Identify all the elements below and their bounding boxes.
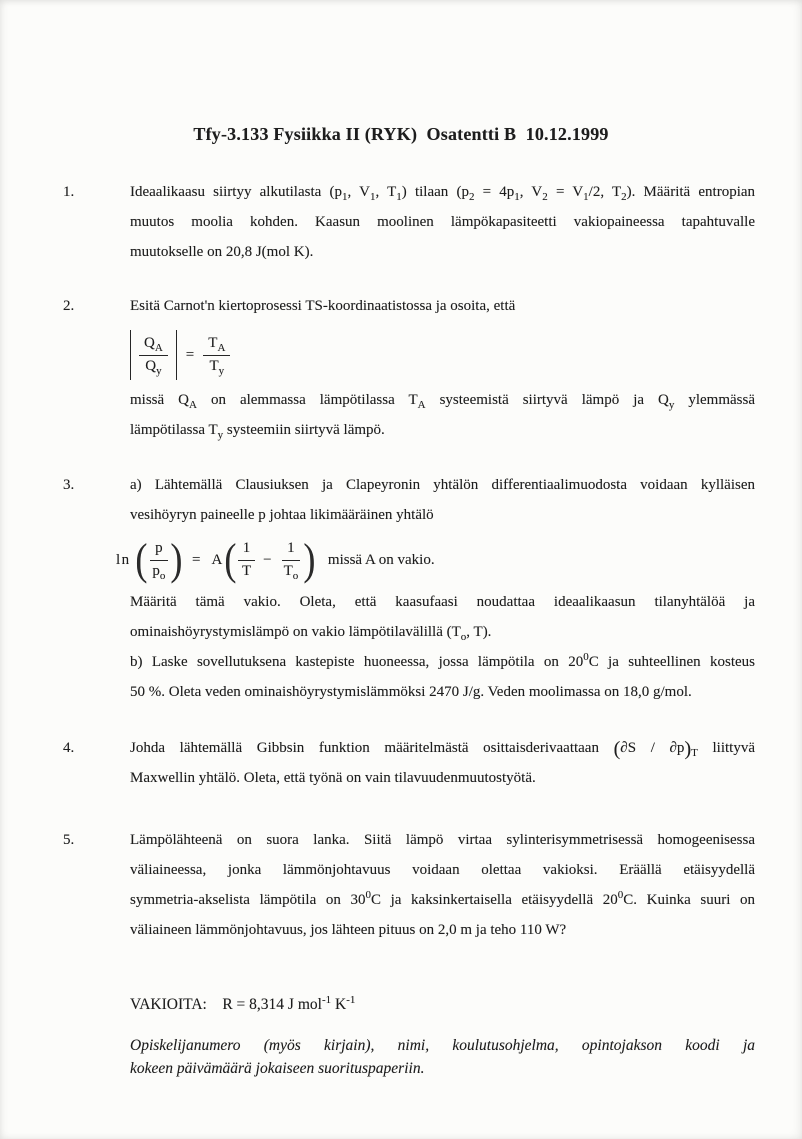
text-run: Q [145,357,157,374]
text-run: Määritä tämä vakio. Oleta, että kaasufaasi noudattaa ideaalikaasun tilanyhtälöä ja [130,594,755,610]
question-5-body [130,825,755,945]
text-run: kokeen päivämäärä jokaiseen suorituspaperiin. [130,1060,425,1077]
subscript: y [156,364,162,377]
text-line [130,291,755,321]
text-run: on alemmassa lämpötilassa T [196,392,418,408]
text-run: T [208,335,218,351]
text-line [130,647,755,677]
exam-title: Tfy-3.133 Fysiikka II (RYK) Osatentti B 10.12.1999 [193,124,609,144]
text-run: C ja suhteellinen kosteus [588,654,756,670]
question-2-intro [130,291,755,321]
text-run: Ideaalikaasu siirtyy alkutilasta (p [130,184,342,200]
question-4-body [130,733,755,793]
subscript: y [218,364,225,377]
superscript: 0 [583,651,589,663]
fraction-denominator [204,356,229,377]
text-line [130,470,755,500]
question-1-number: 1. [63,184,75,200]
subscript: 2 [621,191,627,203]
text-run: T [283,562,293,579]
fraction-denominator [237,561,256,582]
text-run: systeemistä siirtyvä lämpö ja Q [425,392,669,408]
inverse-T-fraction [237,539,256,581]
text-run: symmetria-akselista lämpötila on 30 [130,892,366,908]
text-line [130,677,755,707]
text-run: systeemiin siirtyvä lämpö. [223,422,385,438]
absolute-value-bars [130,330,177,380]
fraction-numerator [282,539,300,561]
subscript: 1 [583,191,589,203]
text-run: 1 [242,540,251,556]
subscript: o [159,569,166,582]
question-2-body [130,291,755,445]
text-run: väliaineen lämmönjohtavuus, jos lähteen pituus on 2,0 m ja teho 110 W? [130,922,567,938]
text-line [130,237,755,267]
text-line [130,990,770,1020]
text-run: Johda lähtemällä Gibbsin funktion määritelmästä osittaisderivaattaan [130,740,614,756]
text-run: p [152,562,160,579]
left-paren: ( [224,535,237,585]
text-run: ∂S / ∂p [620,740,685,756]
subscript: o [292,569,299,582]
subscript: o [460,631,467,643]
text-run: ominaishöyrystymislämpö on vakio lämpötilavälillä (T [130,624,461,640]
question-2 [0,291,802,445]
carnot-ratio-formula [130,330,755,380]
text-run: missä Q [130,392,189,408]
pressure-ratio-fraction [147,539,170,581]
text-line [130,617,755,647]
text-run: , V [519,184,543,200]
fraction-numerator [203,334,230,356]
minus-sign: − [263,552,272,568]
formula-tail-text: missä A on vakio. [327,552,435,568]
subscript: 1 [514,191,520,203]
text-run: 1 [287,540,295,556]
text-run: , T [375,184,397,200]
footer-instructions [130,1034,755,1080]
text-line [130,1034,755,1057]
question-3b-text [130,647,755,707]
question-1-text [130,177,755,267]
subscript: A [154,342,163,354]
text-run: Esitä Carnot'n kiertoprosessi TS-koordinaatistossa ja osoita, että [130,298,516,314]
clausius-clapeyron-formula [116,535,755,585]
subscript: 1 [341,191,348,203]
text-line [130,915,755,945]
text-run: T [241,562,252,579]
text-line [130,587,755,617]
fraction-numerator [139,334,168,356]
question-3-mid-text [130,587,755,647]
text-line [130,825,755,855]
question-2-outro [130,385,755,445]
text-run: ) tilaan (p [401,184,469,200]
left-paren: ( [134,535,148,585]
text-run: Opiskelijanumero (myös kirjain), nimi, koulutusohjelma, opintojakson koodi ja [130,1037,755,1054]
superscript: -1 [321,994,332,1006]
superscript: 0 [365,889,371,901]
subscript: 2 [542,191,548,203]
question-4-number: 4. [63,740,75,756]
text-run: Q [144,335,155,351]
question-4-text [130,733,755,793]
text-run: p [155,540,163,556]
text-run: vesihöyryn paineelle p johtaa likimääräinen yhtälö [130,507,434,523]
equals-sign: = [185,347,195,363]
text-run: b) Laske sovellutuksena kastepiste huoneessa, jossa lämpötila on 20 [130,654,584,670]
fraction-numerator [150,539,168,561]
text-run: muutos moolia kohden. Kaasun moolinen lämpökapasiteetti vakiopaineessa tapahtuvalle [130,214,755,230]
text-run: Maxwellin yhtälö. Oleta, että työnä on vain tilavuudenmuutostyötä. [130,770,536,786]
right-paren: ) [303,535,316,585]
text-run: liittyvä [697,740,755,756]
text-run: a) Lähtemällä Clausiuksen ja Clapeyronin yhtälön differentiaalimuodosta voidaan kylläisen [130,477,755,493]
constant-A: A [211,552,223,568]
subscript: A [417,399,426,411]
subscript: A [217,342,226,354]
big-paren: ( [613,738,621,760]
subscript: 2 [468,191,475,203]
subscript: y [217,429,224,441]
fraction-denominator [140,356,166,377]
question-5 [0,825,802,945]
question-4 [0,733,802,793]
text-run: ylemmässä [674,392,756,408]
question-3-number: 3. [63,477,75,493]
text-run: Lämpölähteenä on suora lanka. Siitä lämpö virtaa sylinterisymmetrisessä homogeenisessa [130,832,755,848]
text-run: /2, T [588,184,622,200]
text-run: = 4p [474,184,515,200]
text-line [130,763,755,793]
text-line [130,500,755,530]
text-line [130,733,755,763]
question-5-text [130,825,755,945]
question-3a-text [130,470,755,530]
question-3 [0,470,802,707]
fraction-denominator [147,561,170,582]
question-1-body [130,177,755,267]
subscript: A [189,399,197,411]
equals-sign: = [191,552,201,568]
text-run: , T). [466,624,492,640]
text-run: T [209,357,219,374]
text-line [130,1057,755,1080]
question-2-number: 2. [63,298,75,314]
subscript: 1 [369,191,376,203]
text-run: VAKIOITA: R = 8,314 J mol [130,996,322,1013]
subscript: y [668,399,675,411]
text-line [130,385,755,415]
text-run: , V [347,184,370,200]
text-line [130,885,755,915]
superscript: 0 [617,889,624,901]
text-run: C. Kuinka suuri on [623,892,756,908]
right-paren: ) [170,535,183,585]
subscript: T [691,747,698,759]
inverse-T0-fraction [279,539,304,581]
text-line [130,855,755,885]
text-run: ). Määritä entropian [626,184,756,200]
big-paren: ) [684,738,692,760]
ln-function: ln [116,552,131,568]
question-1 [0,177,802,267]
text-run: = V [547,184,584,200]
text-line [130,415,755,445]
question-5-number: 5. [63,832,75,848]
text-run: lämpötilassa T [130,422,218,438]
text-run: väliaineessa, jonka lämmönjohtavuus voidaan olettaa vakioksi. Eräällä etäisyydellä [130,862,755,878]
temperature-ratio-fraction [203,334,230,376]
text-run: K [331,996,347,1013]
superscript: -1 [346,994,356,1006]
fraction-denominator [279,561,304,582]
question-3-body [116,470,756,707]
text-run: 50 %. Oleta veden ominaishöyrystymislämmöksi 2470 J/g. Veden moolimassa on 18,0 g/mol. [130,684,692,700]
text-line [130,177,755,207]
text-line [130,207,755,237]
heat-ratio-fraction [139,334,168,376]
subscript: 1 [396,191,402,203]
text-run: muutokselle on 20,8 J(mol K). [130,244,314,260]
text-run: C ja kaksinkertaisella etäisyydellä 20 [370,892,618,908]
constants-line [130,990,770,1020]
fraction-numerator [238,539,256,561]
